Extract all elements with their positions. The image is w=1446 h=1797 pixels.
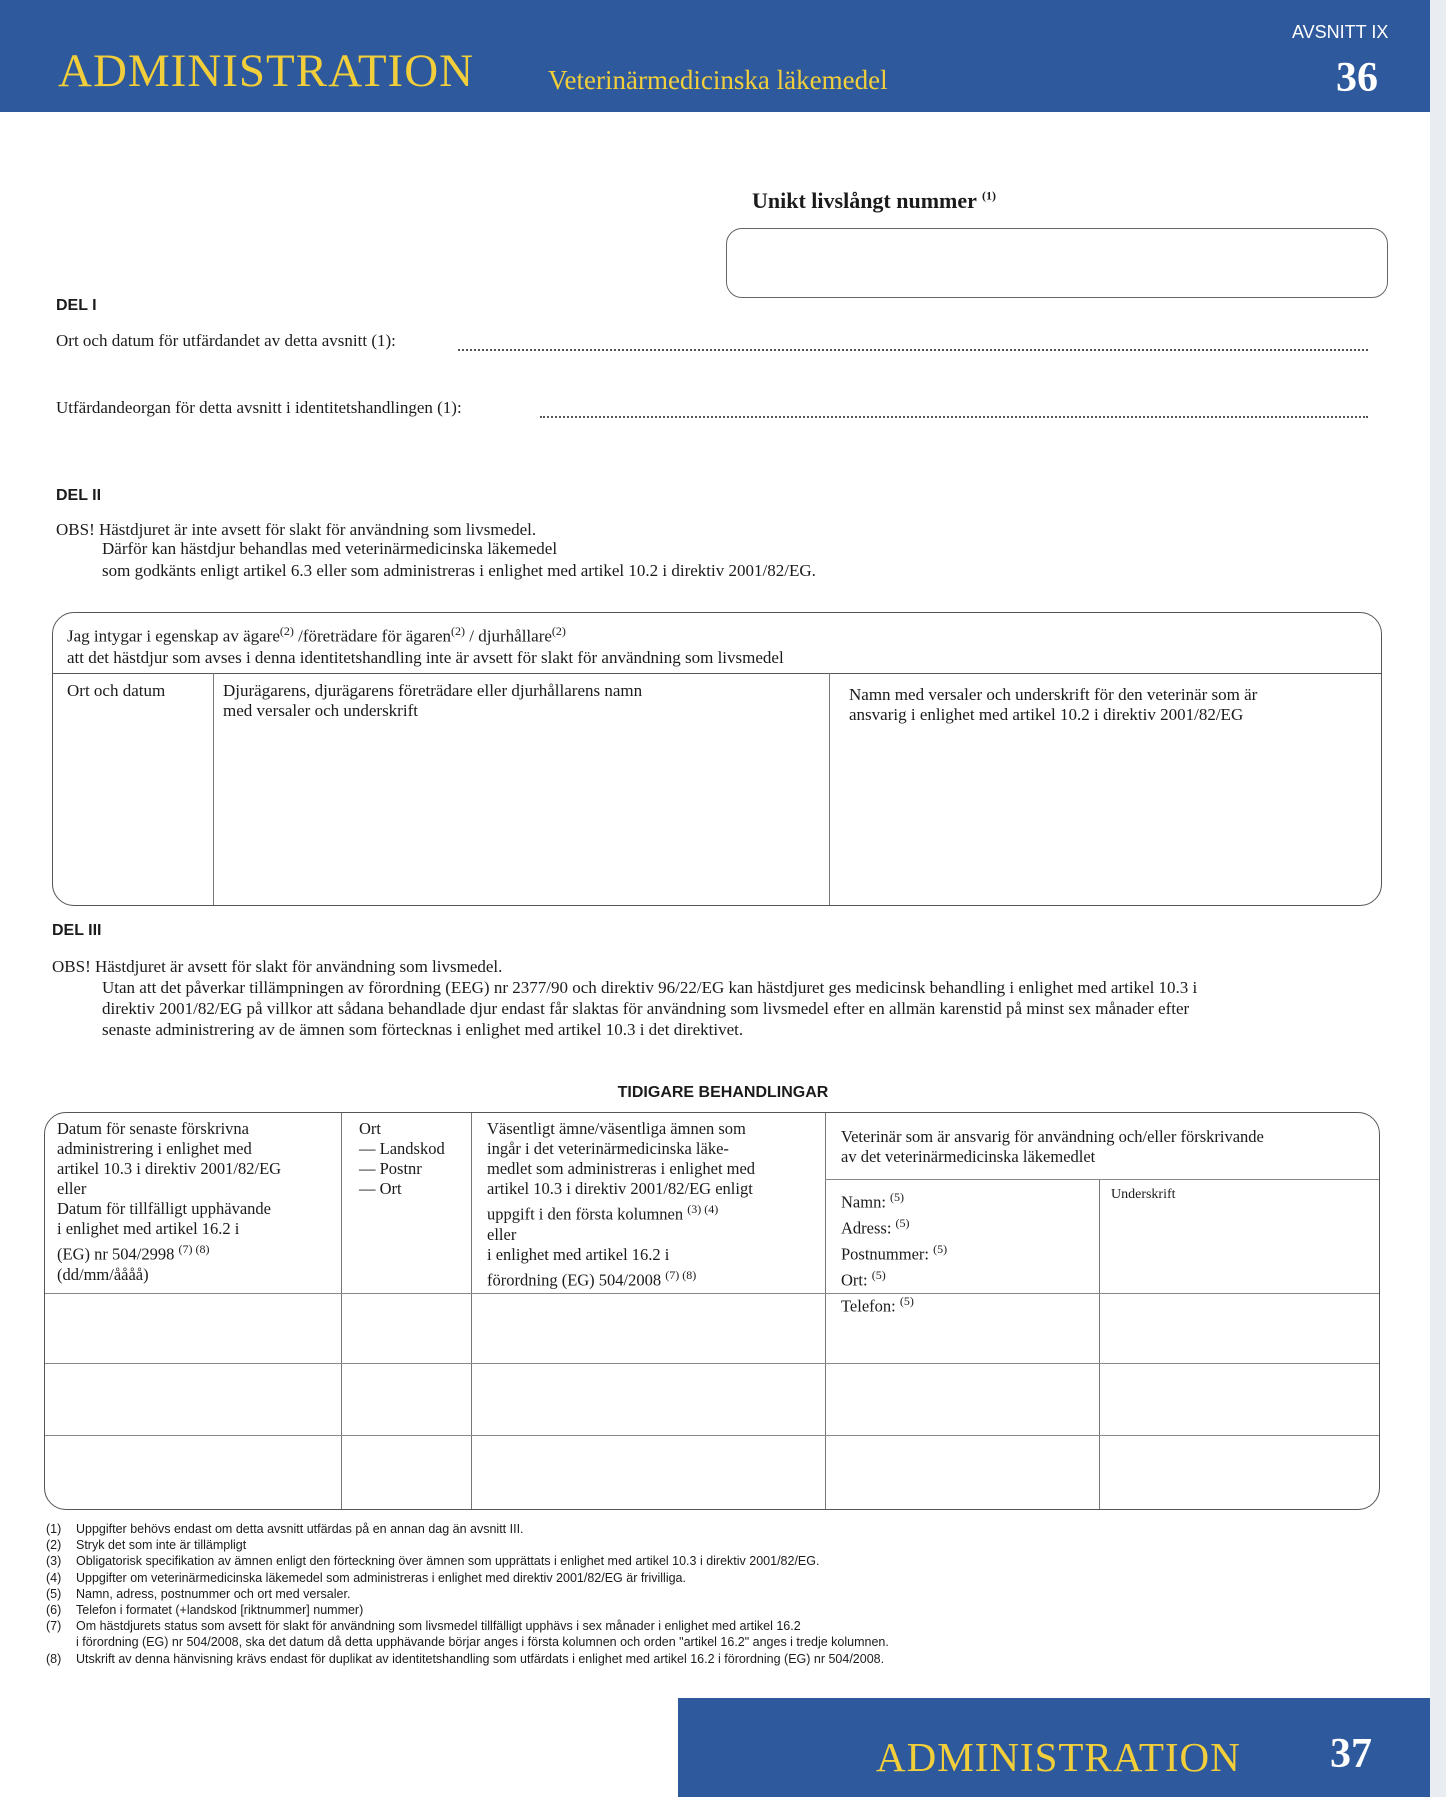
date-header-line: administrering i enlighet med bbox=[57, 1139, 252, 1158]
footnote-text: Uppgifter om veterinärmedicinska läkemedel som administreras i enlighet med direktiv 2001/82/EG är frivilliga. bbox=[76, 1570, 686, 1585]
vet-field-sup: (5) bbox=[871, 1268, 886, 1282]
declaration-sup2: (2) bbox=[451, 624, 466, 638]
owner-signature-field[interactable] bbox=[214, 674, 829, 904]
footnote bbox=[46, 1651, 1416, 1667]
issuing-body-label: Utfärdandeorgan för detta avsnitt i identitetshandlingen (1): bbox=[56, 398, 462, 417]
treatment-row-1-substance[interactable] bbox=[472, 1294, 825, 1363]
place-date-field[interactable] bbox=[53, 674, 213, 904]
vet-header-line2: av det veterinärmedicinska läkemedlet bbox=[841, 1147, 1096, 1166]
footer-title: ADMINISTRATION bbox=[876, 1734, 1241, 1780]
date-header-line: Datum för senaste förskrivna bbox=[57, 1119, 249, 1138]
unique-number-ref: (1) bbox=[982, 188, 997, 203]
del2-obs-line3: som godkänts enligt artikel 6.3 eller som administreras i enlighet med artikel 10.2 i direktiv 2001/82/EG. bbox=[102, 561, 816, 580]
vet-header-line1: Veterinär som är ansvarig för användning och/eller förskrivande bbox=[841, 1127, 1264, 1146]
date-header-line: eller bbox=[57, 1179, 87, 1198]
treatment-row-2-place[interactable] bbox=[342, 1364, 471, 1435]
owner-signature-header-line2: med versaler och underskrift bbox=[223, 701, 418, 720]
vet-field-sup: (5) bbox=[933, 1242, 948, 1256]
substance-header-line: Väsentligt ämne/väsentliga ämnen som bbox=[487, 1119, 746, 1138]
substance-header-line: eller bbox=[487, 1224, 517, 1244]
treatment-row-1-vet[interactable] bbox=[826, 1294, 1099, 1363]
treatment-row-2-signature[interactable] bbox=[1100, 1364, 1379, 1435]
footnote bbox=[46, 1602, 1416, 1618]
footnotes bbox=[46, 1521, 1416, 1667]
page-edge bbox=[1430, 0, 1446, 1797]
treatment-row-3-date[interactable] bbox=[45, 1436, 341, 1508]
treatment-row-3-substance[interactable] bbox=[472, 1436, 825, 1508]
vet-field-postcode bbox=[841, 1239, 947, 1265]
substance-header-text: förordning (EG) 504/2008 bbox=[487, 1270, 662, 1289]
date-header-line: Datum för tillfälligt upphävande bbox=[57, 1199, 271, 1218]
signature-header: Underskrift bbox=[1111, 1187, 1176, 1202]
footnote-number: (1) bbox=[46, 1522, 62, 1536]
del2-heading: DEL II bbox=[56, 487, 102, 504]
vet-field-sup: (5) bbox=[895, 1216, 910, 1230]
substance-header-line bbox=[487, 1199, 823, 1225]
footnote-number: (8) bbox=[46, 1651, 62, 1666]
place-date-header: Ort och datum bbox=[67, 681, 166, 700]
footnote-text: Stryk det som inte är tillämpligt bbox=[76, 1538, 247, 1553]
declaration-line2: att det hästdjur som avses i denna identitetshandling inte är avsett för slakt för användning som livsmedel bbox=[67, 647, 784, 667]
header-title: ADMINISTRATION bbox=[58, 45, 475, 97]
footnote-text: Om hästdjurets status som avsett för slakt för användning som livsmedel tillfälligt upphävs i sex månader i enlighet med artikel 16.2 bbox=[76, 1619, 801, 1634]
declaration-owner: Jag intygar i egenskap av ägare bbox=[67, 626, 280, 646]
footnote bbox=[46, 1521, 1416, 1537]
date-header-line: i enlighet med artikel 16.2 i bbox=[57, 1219, 240, 1238]
row-divider bbox=[825, 1179, 1379, 1180]
date-column-header bbox=[57, 1119, 337, 1285]
date-header-line bbox=[57, 1239, 337, 1265]
footnote-text: Uppgifter behövs endast om detta avsnitt utfärdas på en annan dag än avsnitt III. bbox=[76, 1522, 524, 1536]
place-header-line: Ort bbox=[359, 1119, 381, 1138]
date-header-line: artikel 10.3 i direktiv 2001/82/EG bbox=[57, 1159, 282, 1178]
footnote-text: Obligatorisk specifikation av ämnen enligt den förteckning över ämnen som upprättats i enlighet med artikel 10.3 i direktiv 2001/82/EG. bbox=[76, 1554, 820, 1569]
substance-header-sup: (3) (4) bbox=[687, 1202, 719, 1216]
substance-header-line: artikel 10.3 i direktiv 2001/82/EG enligt bbox=[487, 1179, 753, 1198]
issuing-body-field[interactable] bbox=[540, 416, 1368, 418]
footnote bbox=[46, 1553, 1416, 1569]
footnote-number: (5) bbox=[46, 1586, 62, 1601]
declaration-box bbox=[52, 612, 1382, 906]
unique-number-field[interactable] bbox=[726, 228, 1388, 298]
issue-place-date-label: Ort och datum för utfärdandet av detta avsnitt (1): bbox=[56, 331, 396, 350]
treatment-row-1-signature[interactable] bbox=[1100, 1294, 1379, 1363]
substance-header-text: uppgift i den första kolumnen bbox=[487, 1204, 684, 1224]
vet-field-name bbox=[841, 1187, 947, 1213]
declaration-sup1: (2) bbox=[279, 624, 294, 638]
del1-heading: DEL I bbox=[56, 297, 97, 314]
del3-heading: DEL III bbox=[52, 922, 102, 939]
footnote-number: (2) bbox=[46, 1538, 62, 1553]
vet-field-city-label: Ort: bbox=[841, 1270, 868, 1290]
footnote-text: Utskrift av denna hänvisning krävs endast för duplikat av identitetshandling som utfärdats i enlighet med artikel 16.2 i förordning (EG) nr 504/2008. bbox=[76, 1651, 885, 1666]
place-header-line: — Postnr bbox=[359, 1159, 422, 1178]
del2-obs-line2: Därför kan hästdjur behandlas med veterinärmedicinska läkemedel bbox=[102, 539, 558, 558]
footer-page-number: 37 bbox=[1330, 1731, 1372, 1777]
header-subtitle: Veterinärmedicinska läkemedel bbox=[548, 65, 888, 95]
substance-header-line: medlet som administreras i enlighet med bbox=[487, 1159, 756, 1178]
treatment-row-2-date[interactable] bbox=[45, 1364, 341, 1435]
section-label: AVSNITT IX bbox=[1292, 22, 1389, 42]
treatment-row-3-vet[interactable] bbox=[826, 1436, 1099, 1508]
unique-number-text: Unikt livslångt nummer bbox=[752, 188, 977, 213]
issue-place-date-field[interactable] bbox=[458, 349, 1368, 351]
previous-treatments-title: TIDIGARE BEHANDLINGAR bbox=[617, 1084, 829, 1101]
declaration-text bbox=[67, 621, 1357, 668]
substance-header-line: ingår i det veterinärmedicinska läke- bbox=[487, 1139, 729, 1158]
page-number: 36 bbox=[1336, 55, 1378, 101]
vet-field-city bbox=[841, 1265, 947, 1291]
date-header-text: (EG) nr 504/2998 bbox=[57, 1244, 175, 1264]
owner-signature-header-line1: Djurägarens, djurägarens företrädare eller djurhållarens namn bbox=[223, 681, 643, 700]
treatment-row-2-substance[interactable] bbox=[472, 1364, 825, 1435]
vet-field-address bbox=[841, 1213, 947, 1239]
vet-signature-header-line2: ansvarig i enlighet med artikel 10.2 i direktiv 2001/82/EG bbox=[849, 705, 1244, 724]
footnote-text: Telefon i formatet (+landskod [riktnummer] nummer) bbox=[76, 1603, 364, 1618]
date-header-line: (dd/mm/åååå) bbox=[57, 1264, 149, 1284]
place-header-line: — Ort bbox=[359, 1179, 402, 1198]
declaration-keeper: / djurhållare bbox=[465, 626, 552, 646]
footnote-text: i förordning (EG) nr 504/2008, ska det datum då detta upphävande börjar anges i första kolumnen och orden "artikel 16.2" anges i tredje kolumnen. bbox=[76, 1635, 889, 1650]
footnote bbox=[46, 1634, 1416, 1650]
place-header-line: — Landskod bbox=[359, 1139, 445, 1158]
vet-field-address-label: Adress: bbox=[841, 1218, 892, 1238]
vet-column-header bbox=[841, 1127, 1371, 1167]
footnote-number: (4) bbox=[46, 1570, 62, 1585]
substance-header-line: i enlighet med artikel 16.2 i bbox=[487, 1244, 670, 1264]
del3-obs-line2: Utan att det påverkar tillämpningen av förordning (EEG) nr 2377/90 och direktiv 96/22/EG kan hästdjuret ges medicinsk behandling i enlighet med artikel 10.3 i bbox=[102, 978, 1198, 997]
del3-obs-line3: direktiv 2001/82/EG på villkor att sådana behandlade djur endast får slaktas för användning som livsmedel efter en allmän karenstid på minst sex månader efter bbox=[102, 999, 1190, 1018]
footnote bbox=[46, 1618, 1416, 1634]
vet-signature-header-line1: Namn med versaler och underskrift för den veterinär som är bbox=[849, 685, 1258, 704]
del2-obs-line1: OBS! Hästdjuret är inte avsett för slakt för användning som livsmedel. bbox=[56, 520, 537, 539]
place-column-header bbox=[359, 1119, 445, 1199]
vet-field-sup: (5) bbox=[899, 1294, 914, 1308]
del3-obs-line4: senaste administrering av de ämnen som förtecknas i enlighet med artikel 10.3 i det direktivet. bbox=[102, 1020, 744, 1039]
footnote bbox=[46, 1570, 1416, 1586]
previous-treatments-table bbox=[44, 1112, 1380, 1510]
substance-header-sup: (7) (8) bbox=[665, 1267, 697, 1282]
unique-number-label bbox=[752, 188, 996, 214]
vet-field-name-label: Namn: bbox=[841, 1192, 886, 1212]
footnote-number bbox=[46, 1634, 76, 1650]
footnote-text: Namn, adress, postnummer och ort med versaler. bbox=[76, 1586, 351, 1601]
date-header-sup: (7) (8) bbox=[178, 1242, 210, 1256]
vet-field-postcode-label: Postnummer: bbox=[841, 1244, 930, 1264]
del3-obs-line1: OBS! Hästdjuret är avsett för slakt för användning som livsmedel. bbox=[52, 957, 503, 976]
vet-field-phone-label: Telefon: bbox=[841, 1296, 896, 1316]
treatment-row-2-vet[interactable] bbox=[826, 1364, 1099, 1435]
substance-header-line bbox=[487, 1265, 823, 1291]
declaration-representative: /företrädare för ägaren bbox=[293, 626, 452, 646]
footnote bbox=[46, 1586, 1416, 1602]
footnote-number: (7) bbox=[46, 1619, 62, 1634]
treatment-row-3-place[interactable] bbox=[342, 1436, 471, 1508]
treatment-row-1-date[interactable] bbox=[45, 1294, 341, 1363]
footnote-number: (3) bbox=[46, 1554, 62, 1569]
substance-column-header bbox=[487, 1119, 823, 1290]
treatment-row-3-signature[interactable] bbox=[1100, 1436, 1379, 1508]
footnote-number: (6) bbox=[46, 1603, 62, 1618]
vet-field-sup: (5) bbox=[890, 1190, 905, 1204]
footnote bbox=[46, 1537, 1416, 1553]
declaration-sup3: (2) bbox=[551, 624, 566, 638]
treatment-row-1-place[interactable] bbox=[342, 1294, 471, 1363]
vet-signature-field[interactable] bbox=[830, 674, 1380, 904]
